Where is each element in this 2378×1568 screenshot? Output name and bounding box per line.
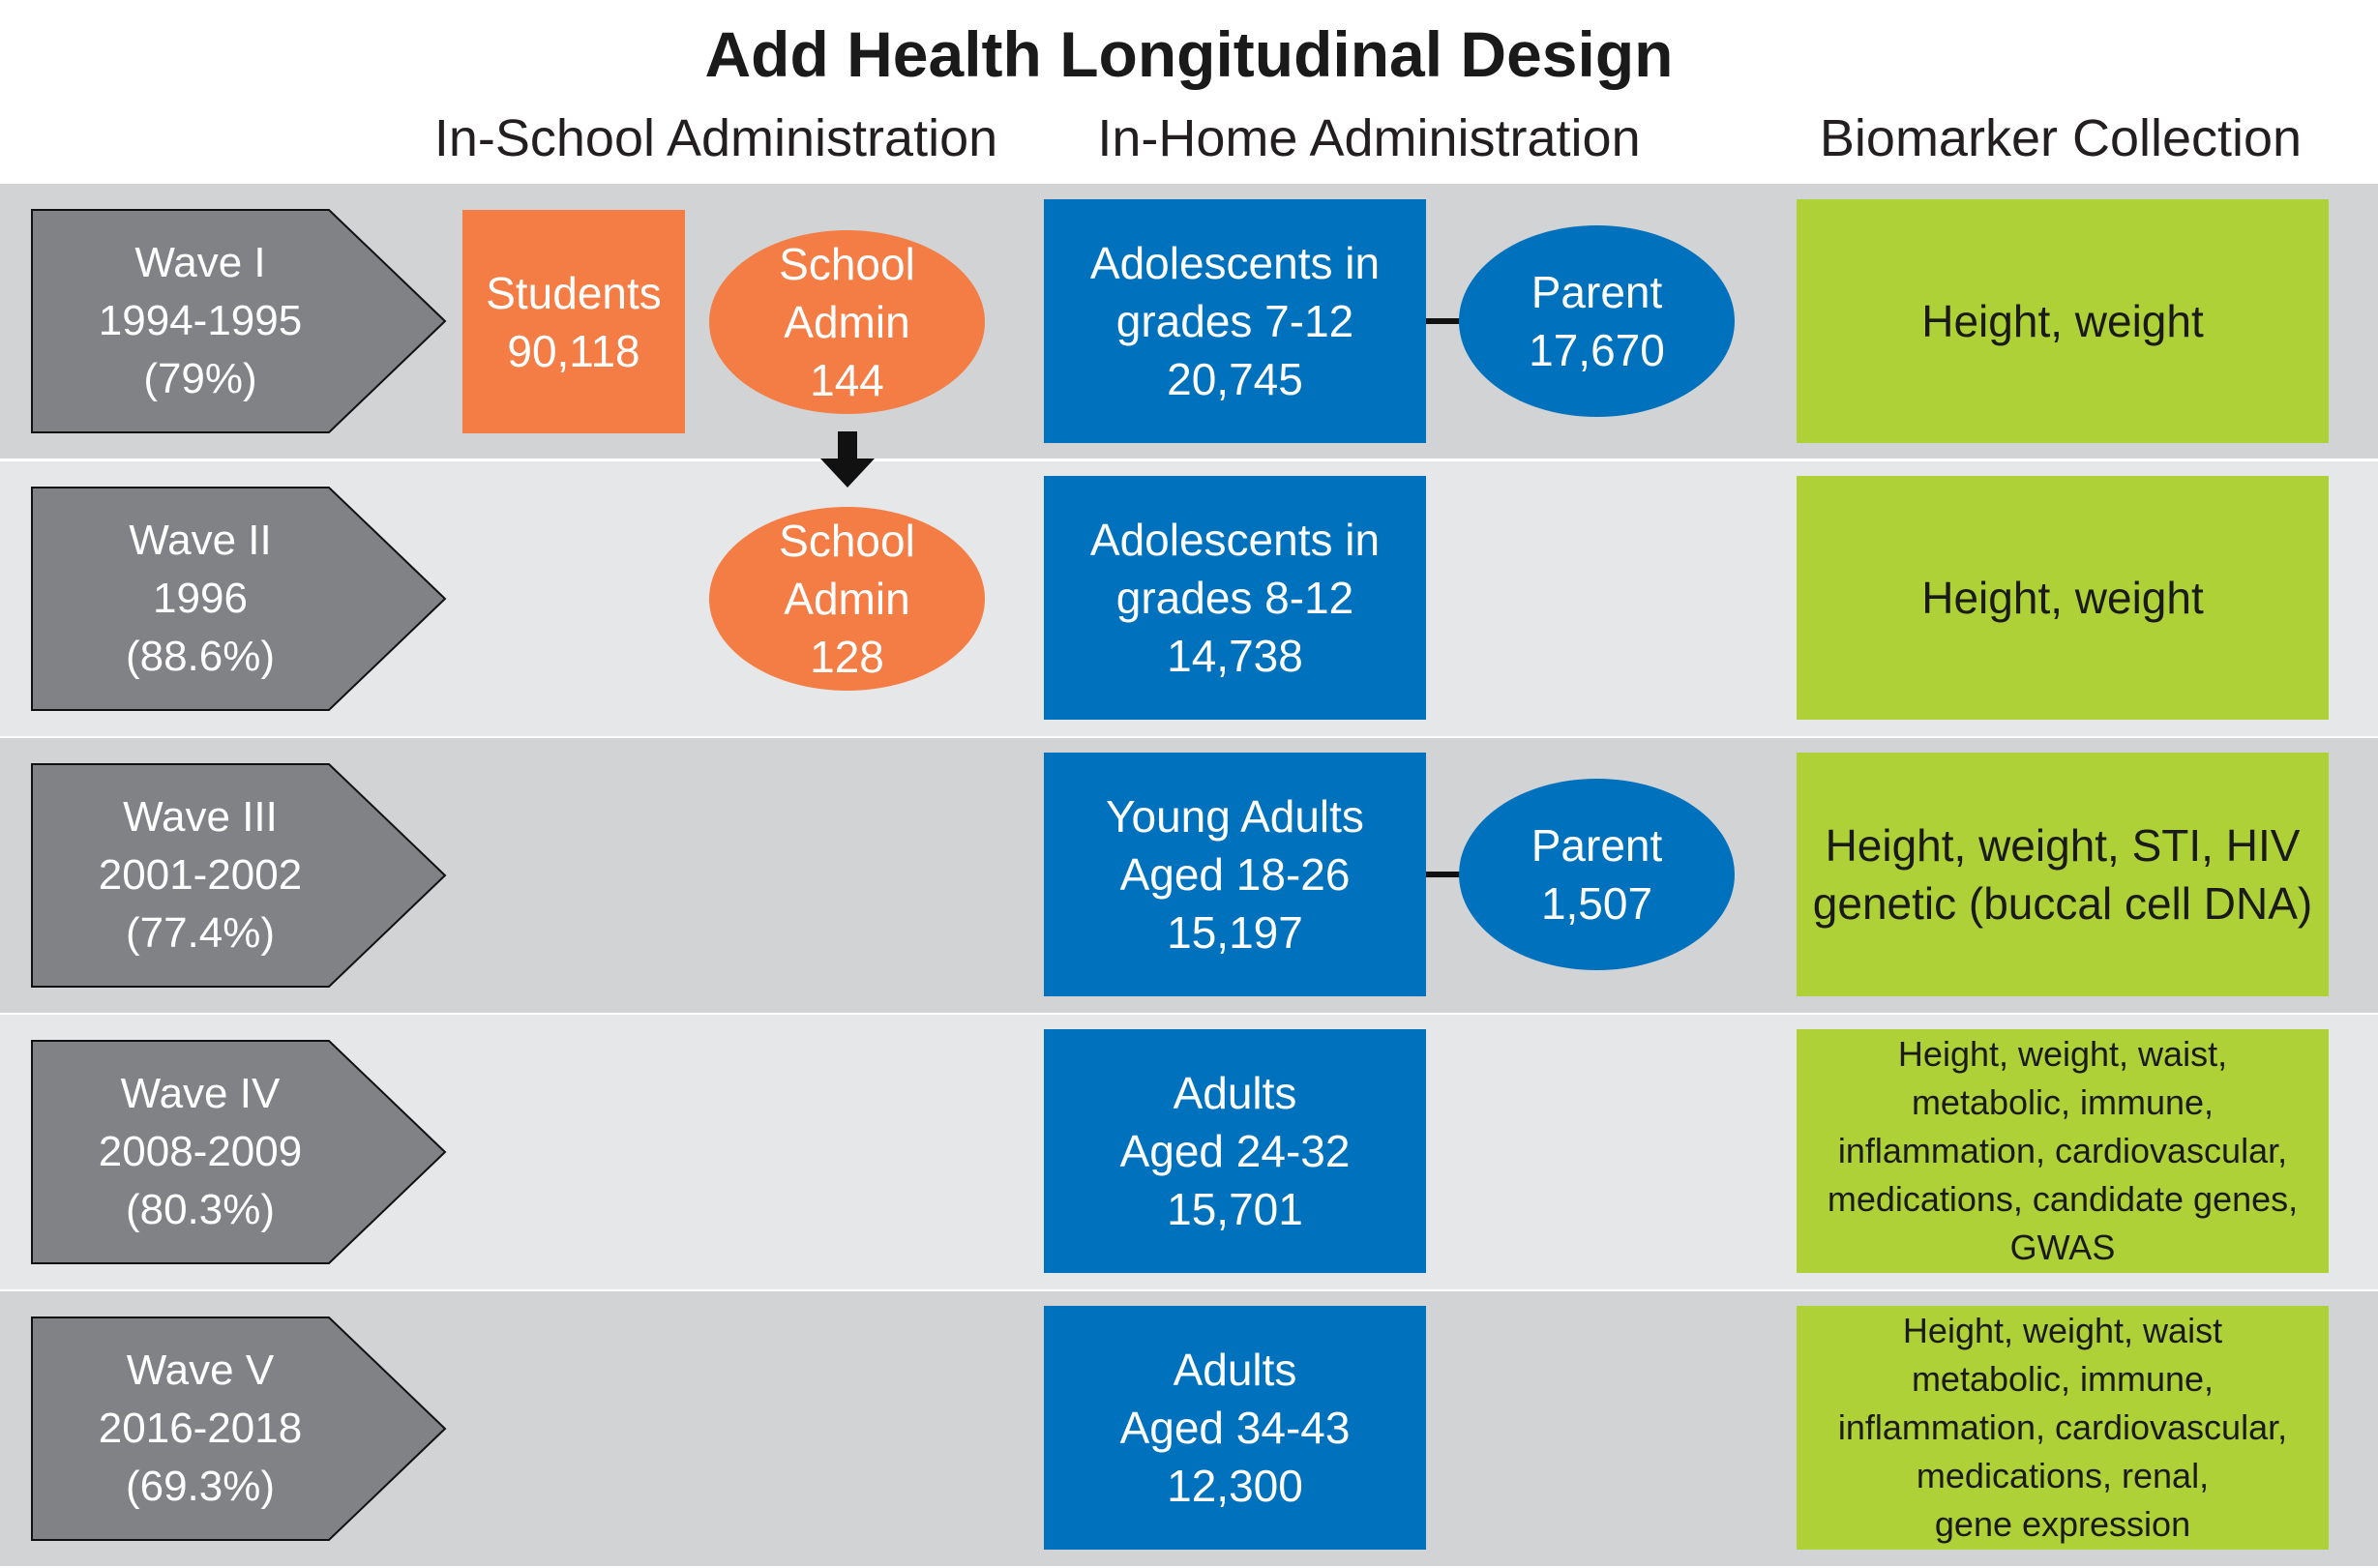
parent-connector	[1426, 872, 1461, 877]
in-home-line-2: Aged 34-43	[1119, 1403, 1351, 1453]
school-admin-line-2: Admin	[784, 574, 910, 624]
diagram-title: Add Health Longitudinal Design	[704, 18, 1674, 90]
in-home-wave-4	[1044, 1029, 1426, 1273]
in-home-line-2: grades 7-12	[1115, 296, 1354, 346]
parent-wave-1	[1459, 225, 1735, 417]
wave-name: Wave III	[123, 793, 278, 841]
wave-2-label	[31, 487, 447, 711]
parent-connector	[1426, 318, 1461, 324]
school-admin-count: 128	[810, 632, 884, 682]
in-home-wave-1	[1044, 199, 1426, 443]
parent-wave-3	[1459, 779, 1735, 970]
wave-name: Wave IV	[120, 1070, 281, 1117]
wave-rate: (79%)	[143, 355, 257, 402]
students-label: Students	[486, 267, 662, 318]
in-home-wave-3	[1044, 753, 1426, 996]
students-box	[462, 210, 685, 433]
wave-rate: (69.3%)	[125, 1463, 276, 1510]
wave-years: 1996	[153, 575, 248, 622]
wave-rate: (80.3%)	[125, 1186, 276, 1233]
school-admin-line-1: School	[779, 239, 915, 289]
biomarker-line: Height, weight	[1921, 296, 2204, 346]
biomarker-line: medications, candidate genes,	[1827, 1179, 2299, 1219]
parent-count: 1,507	[1540, 878, 1653, 929]
wave-3-label	[31, 763, 447, 988]
header-biomarker: Biomarker Collection	[1819, 109, 2303, 167]
biomarker-line: GWAS	[2009, 1228, 2116, 1267]
in-home-count: 15,701	[1167, 1184, 1303, 1234]
in-home-line-2: Aged 24-32	[1119, 1126, 1351, 1176]
header-in-home: In-Home Administration	[1097, 109, 1641, 167]
wave-4-label	[31, 1040, 447, 1264]
wave-name: Wave I	[134, 239, 266, 286]
biomarker-wave-4	[1797, 1029, 2329, 1273]
biomarker-line: Height, weight, waist,	[1897, 1034, 2228, 1074]
school-admin-line-2: Admin	[784, 297, 910, 347]
wave-1-label	[31, 209, 447, 433]
biomarker-wave-5	[1797, 1306, 2329, 1550]
header-in-school: In-School Administration	[433, 109, 998, 167]
biomarker-line: Height, weight, STI, HIV	[1825, 820, 2301, 871]
biomarker-line: metabolic, immune,	[1911, 1359, 2215, 1399]
in-home-count: 14,738	[1167, 631, 1303, 681]
biomarker-line: gene expression	[1934, 1504, 2191, 1544]
wave-years: 1994-1995	[98, 297, 303, 344]
in-home-line-1: Adolescents in	[1089, 238, 1381, 288]
parent-label: Parent	[1531, 820, 1663, 871]
in-home-line-1: Adolescents in	[1089, 515, 1381, 565]
biomarker-line: inflammation, cardiovascular,	[1837, 1131, 2288, 1170]
biomarker-line: medications, renal,	[1916, 1456, 2210, 1495]
wave-years: 2008-2009	[98, 1128, 303, 1175]
wave-5-label	[31, 1317, 447, 1541]
biomarker-wave-2	[1797, 476, 2329, 720]
in-home-line-2: Aged 18-26	[1119, 849, 1351, 900]
biomarker-line: Height, weight, waist	[1902, 1311, 2223, 1350]
biomarker-wave-1	[1797, 199, 2329, 443]
in-home-wave-2	[1044, 476, 1426, 720]
school-admin-count: 144	[810, 355, 884, 405]
in-home-count: 12,300	[1167, 1461, 1303, 1511]
in-home-count: 20,745	[1167, 354, 1303, 404]
in-home-line-2: grades 8-12	[1115, 573, 1354, 623]
down-arrow-icon	[820, 431, 875, 488]
biomarker-line: genetic (buccal cell DNA)	[1812, 878, 2313, 929]
wave-rate: (77.4%)	[125, 909, 276, 957]
biomarker-line: metabolic, immune,	[1911, 1082, 2215, 1122]
wave-years: 2016-2018	[98, 1405, 303, 1452]
biomarker-line: inflammation, cardiovascular,	[1837, 1407, 2288, 1447]
biomarker-wave-3	[1797, 753, 2329, 996]
wave-name: Wave II	[129, 517, 272, 564]
wave-name: Wave V	[126, 1346, 275, 1394]
in-home-line-1: Young Adults	[1106, 791, 1364, 842]
in-home-line-1: Adults	[1173, 1345, 1297, 1395]
biomarker-line: Height, weight	[1921, 573, 2204, 623]
school-admin-wave-1	[709, 230, 985, 414]
in-home-count: 15,197	[1167, 907, 1303, 958]
wave-rate: (88.6%)	[125, 633, 276, 680]
parent-label: Parent	[1531, 267, 1663, 317]
in-home-wave-5	[1044, 1306, 1426, 1550]
wave-years: 2001-2002	[98, 851, 303, 899]
in-home-line-1: Adults	[1173, 1068, 1297, 1118]
school-admin-line-1: School	[779, 516, 915, 566]
parent-count: 17,670	[1529, 325, 1665, 375]
school-admin-wave-2	[709, 507, 985, 691]
students-count: 90,118	[507, 325, 640, 376]
